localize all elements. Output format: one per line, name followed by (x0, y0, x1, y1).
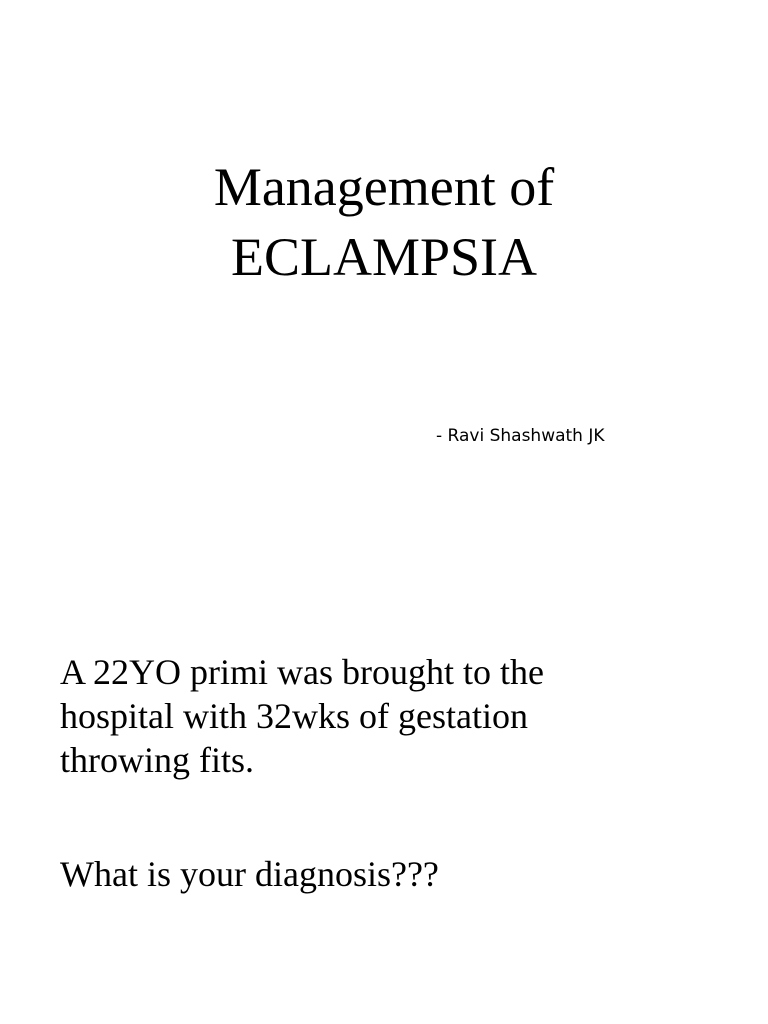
scenario-line: A 22YO primi was brought to the (60, 652, 544, 692)
title-line: ECLAMPSIA (230, 227, 538, 287)
author-credit: - Ravi Shashwath JK (436, 426, 605, 446)
slide-title (0, 152, 768, 292)
scenario-line: hospital with 32wks of gestation (60, 696, 528, 736)
diagnosis-question: What is your diagnosis??? (60, 854, 439, 894)
case-scenario (60, 650, 740, 782)
title-line: Management of (213, 157, 555, 217)
case-slide (0, 600, 768, 1024)
scenario-line: throwing fits. (60, 740, 254, 780)
